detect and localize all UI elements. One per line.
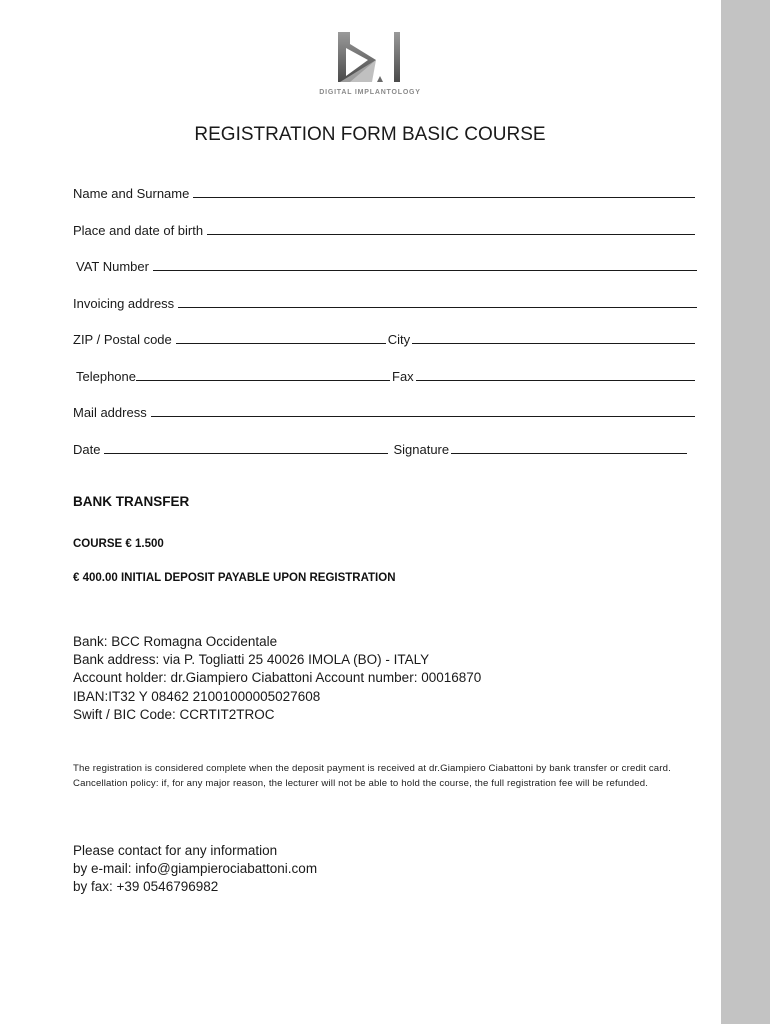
contact-intro: Please contact for any information [73, 843, 278, 858]
vat-line[interactable] [153, 269, 697, 271]
bank-transfer-heading: BANK TRANSFER [73, 494, 190, 509]
bank-details [73, 633, 481, 724]
mail-label: Mail address [73, 405, 147, 420]
telephone-label: Telephone [76, 369, 136, 384]
page-title: REGISTRATION FORM BASIC COURSE [194, 124, 546, 145]
date-line[interactable] [104, 452, 388, 454]
mail-field[interactable] [73, 400, 695, 420]
name-label: Name and Surname [73, 186, 190, 201]
zip-line[interactable] [176, 342, 386, 344]
date-signature-field[interactable] [73, 437, 687, 457]
fax-label: Fax [392, 369, 414, 384]
mail-line[interactable] [151, 415, 695, 417]
course-price: COURSE € 1.500 [73, 538, 164, 550]
date-label: Date [73, 442, 101, 457]
bank-name: Bank: BCC Romagna Occidentale [73, 634, 278, 649]
invoicing-line[interactable] [178, 306, 697, 308]
registration-notice: The registration is considered complete when the deposit payment is received at dr.Giampiero Ciabattoni by bank transfer or credit card. Cancellation policy: if, for any major reason, the lecturer will not be able to hold the course, the full registration fee will be refunded. [73, 763, 671, 789]
bank-address: Bank address: via P. Togliatti 25 40026 IMOLA (BO) - ITALY [73, 652, 430, 668]
fax-line[interactable] [416, 379, 695, 381]
iban: IBAN:IT32 Y 08462 21001000005027608 [73, 688, 321, 704]
viewer-side-panel [721, 0, 770, 1024]
contact-email: by e-mail: info@giampierociabattoni.com [73, 861, 318, 877]
city-label: City [387, 332, 411, 347]
birth-label: Place and date of birth [73, 223, 204, 238]
city-line[interactable] [412, 342, 695, 344]
name-line[interactable] [193, 196, 695, 198]
vat-label: VAT Number [76, 259, 149, 274]
signature-label: Signature [393, 442, 450, 457]
logo [318, 30, 422, 100]
birth-line[interactable] [207, 233, 695, 235]
logo-icon [336, 30, 404, 86]
birth-field[interactable] [73, 218, 695, 238]
vat-field[interactable] [76, 254, 697, 274]
invoicing-field[interactable] [73, 291, 697, 311]
zip-label: ZIP / Postal code [73, 332, 172, 347]
zip-city-field[interactable] [73, 327, 695, 347]
account-holder: Account holder: dr.Giampiero Ciabattoni Account number: 00016870 [73, 670, 482, 686]
signature-line[interactable] [451, 452, 687, 454]
telephone-fax-field[interactable] [76, 364, 695, 384]
logo-wordmark: DIGITAL IMPLANTOLOGY [319, 89, 421, 96]
contact-fax: by fax: +39 0546796982 [73, 879, 219, 895]
telephone-line[interactable] [136, 379, 390, 381]
contact-info [73, 842, 317, 897]
invoicing-label: Invoicing address [73, 296, 175, 311]
deposit-text: € 400.00 INITIAL DEPOSIT PAYABLE UPON REGISTRATION [73, 572, 396, 584]
swift-code: Swift / BIC Code: CCRTIT2TROC [73, 706, 275, 722]
name-field[interactable] [73, 181, 695, 201]
